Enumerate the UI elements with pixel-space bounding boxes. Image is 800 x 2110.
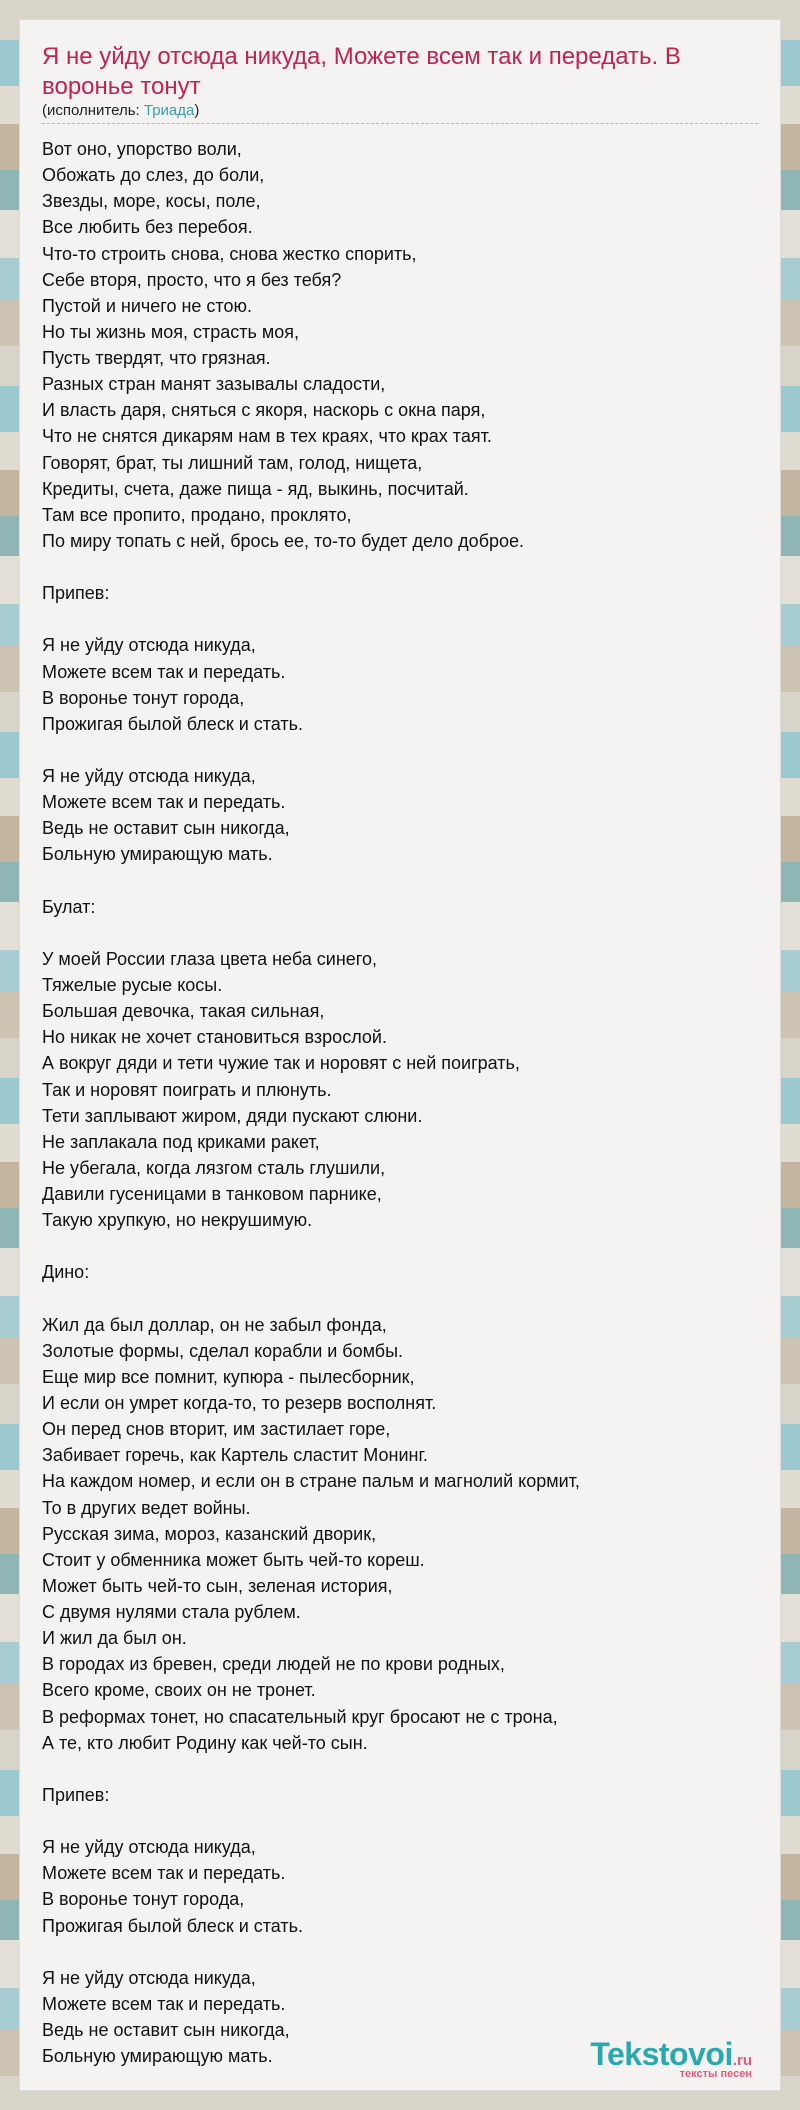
artist-link[interactable]: Триада	[143, 102, 195, 119]
logo-tagline: тексты песен	[679, 2068, 752, 2080]
title-divider	[42, 123, 758, 124]
logo-wordmark: Tekstovoi	[590, 2036, 733, 2072]
song-title: Я не уйду отсюда никуда, Можете всем так и передать. В воронье тонут	[42, 43, 681, 100]
lyrics-card	[20, 20, 780, 2090]
artist-suffix: )	[194, 102, 200, 119]
site-logo[interactable]	[590, 2038, 752, 2080]
artist-line	[42, 102, 199, 120]
logo-domain-suffix: .ru	[732, 2052, 752, 2069]
lyrics-text: Вот оно, упорство воли, Обожать до слез, до боли, Звезды, море, косы, поле, Все любить без перебоя. Что-то строить снова, снова жестко спорить, Себе вторя, просто, что я без тебя? Пустой и ничего не стою. Но ты жизнь моя, страсть моя, Пусть твердят, что грязная. Разных стран манят зазывалы сладости, И власть даря, сняться с якоря, наскорь с окна паря, Что не снятся дикарям нам в тех краях, что крах таят. Говорят, брат, ты лишний там, голод, нищета, Кредиты, счета, даже пища - яд, выкинь, посчитай. Там все пропито, продано, проклято, По миру топать с ней, брось ее, то-то будет дело доброе. Припев: Я не уйду отсюда никуда, Можете всем так и передать. В воронье тонут города, Прожигая былой блеск и стать. Я не уйду отсюда никуда, Можете всем так и передать. Ведь не оставит сын никогда, Больную умирающую мать. Булат: У моей России глаза цвета неба синего, Тяжелые русые косы. Большая девочка, такая сильная, Но никак не хочет становиться взрослой. А вокруг дяди и тети чужие так и норовят с ней поиграть, Так и норовят поиграть и плюнуть. Тети заплывают жиром, дяди пускают слюни. Не заплакала под криками ракет, Не убегала, когда лязгом сталь глушили, Давили гусеницами в танковом парнике, Такую хрупкую, но некрушимую. Дино: Жил да был доллар, он не забыл фонда, Золотые формы, сделал корабли и бомбы. Еще мир все помнит, купюра - пылесборник, И если он умрет когда-то, то резерв восполнят. Он перед снов вторит, им застилает горе, Забивает горечь, как Картель сластит Монинг. На каждом номер, и если он в стране пальм и магнолий кормит, То в других ведет войны. Русская зима, мороз, казанский дворик, Стоит у обменника может быть чей-то кореш. Может быть чей-то сын, зеленая история, С двумя нулями стала рублем. И жил да был он. В городах из бревен, среди людей не по крови родных, Всего кроме, своих он не тронет. В реформах тонет, но спасательный круг бросают не с трона, А те, кто любит Родину как чей-то сын. Припев: Я не уйду отсюда никуда, Можете всем так и передать. В воронье тонут города, Прожигая былой блеск и стать. Я не уйду отсюда никуда, Можете всем так и передать. Ведь не оставит сын никогда, Больную умирающую мать.	[42, 139, 580, 2067]
artist-prefix: (исполнитель:	[42, 102, 144, 119]
